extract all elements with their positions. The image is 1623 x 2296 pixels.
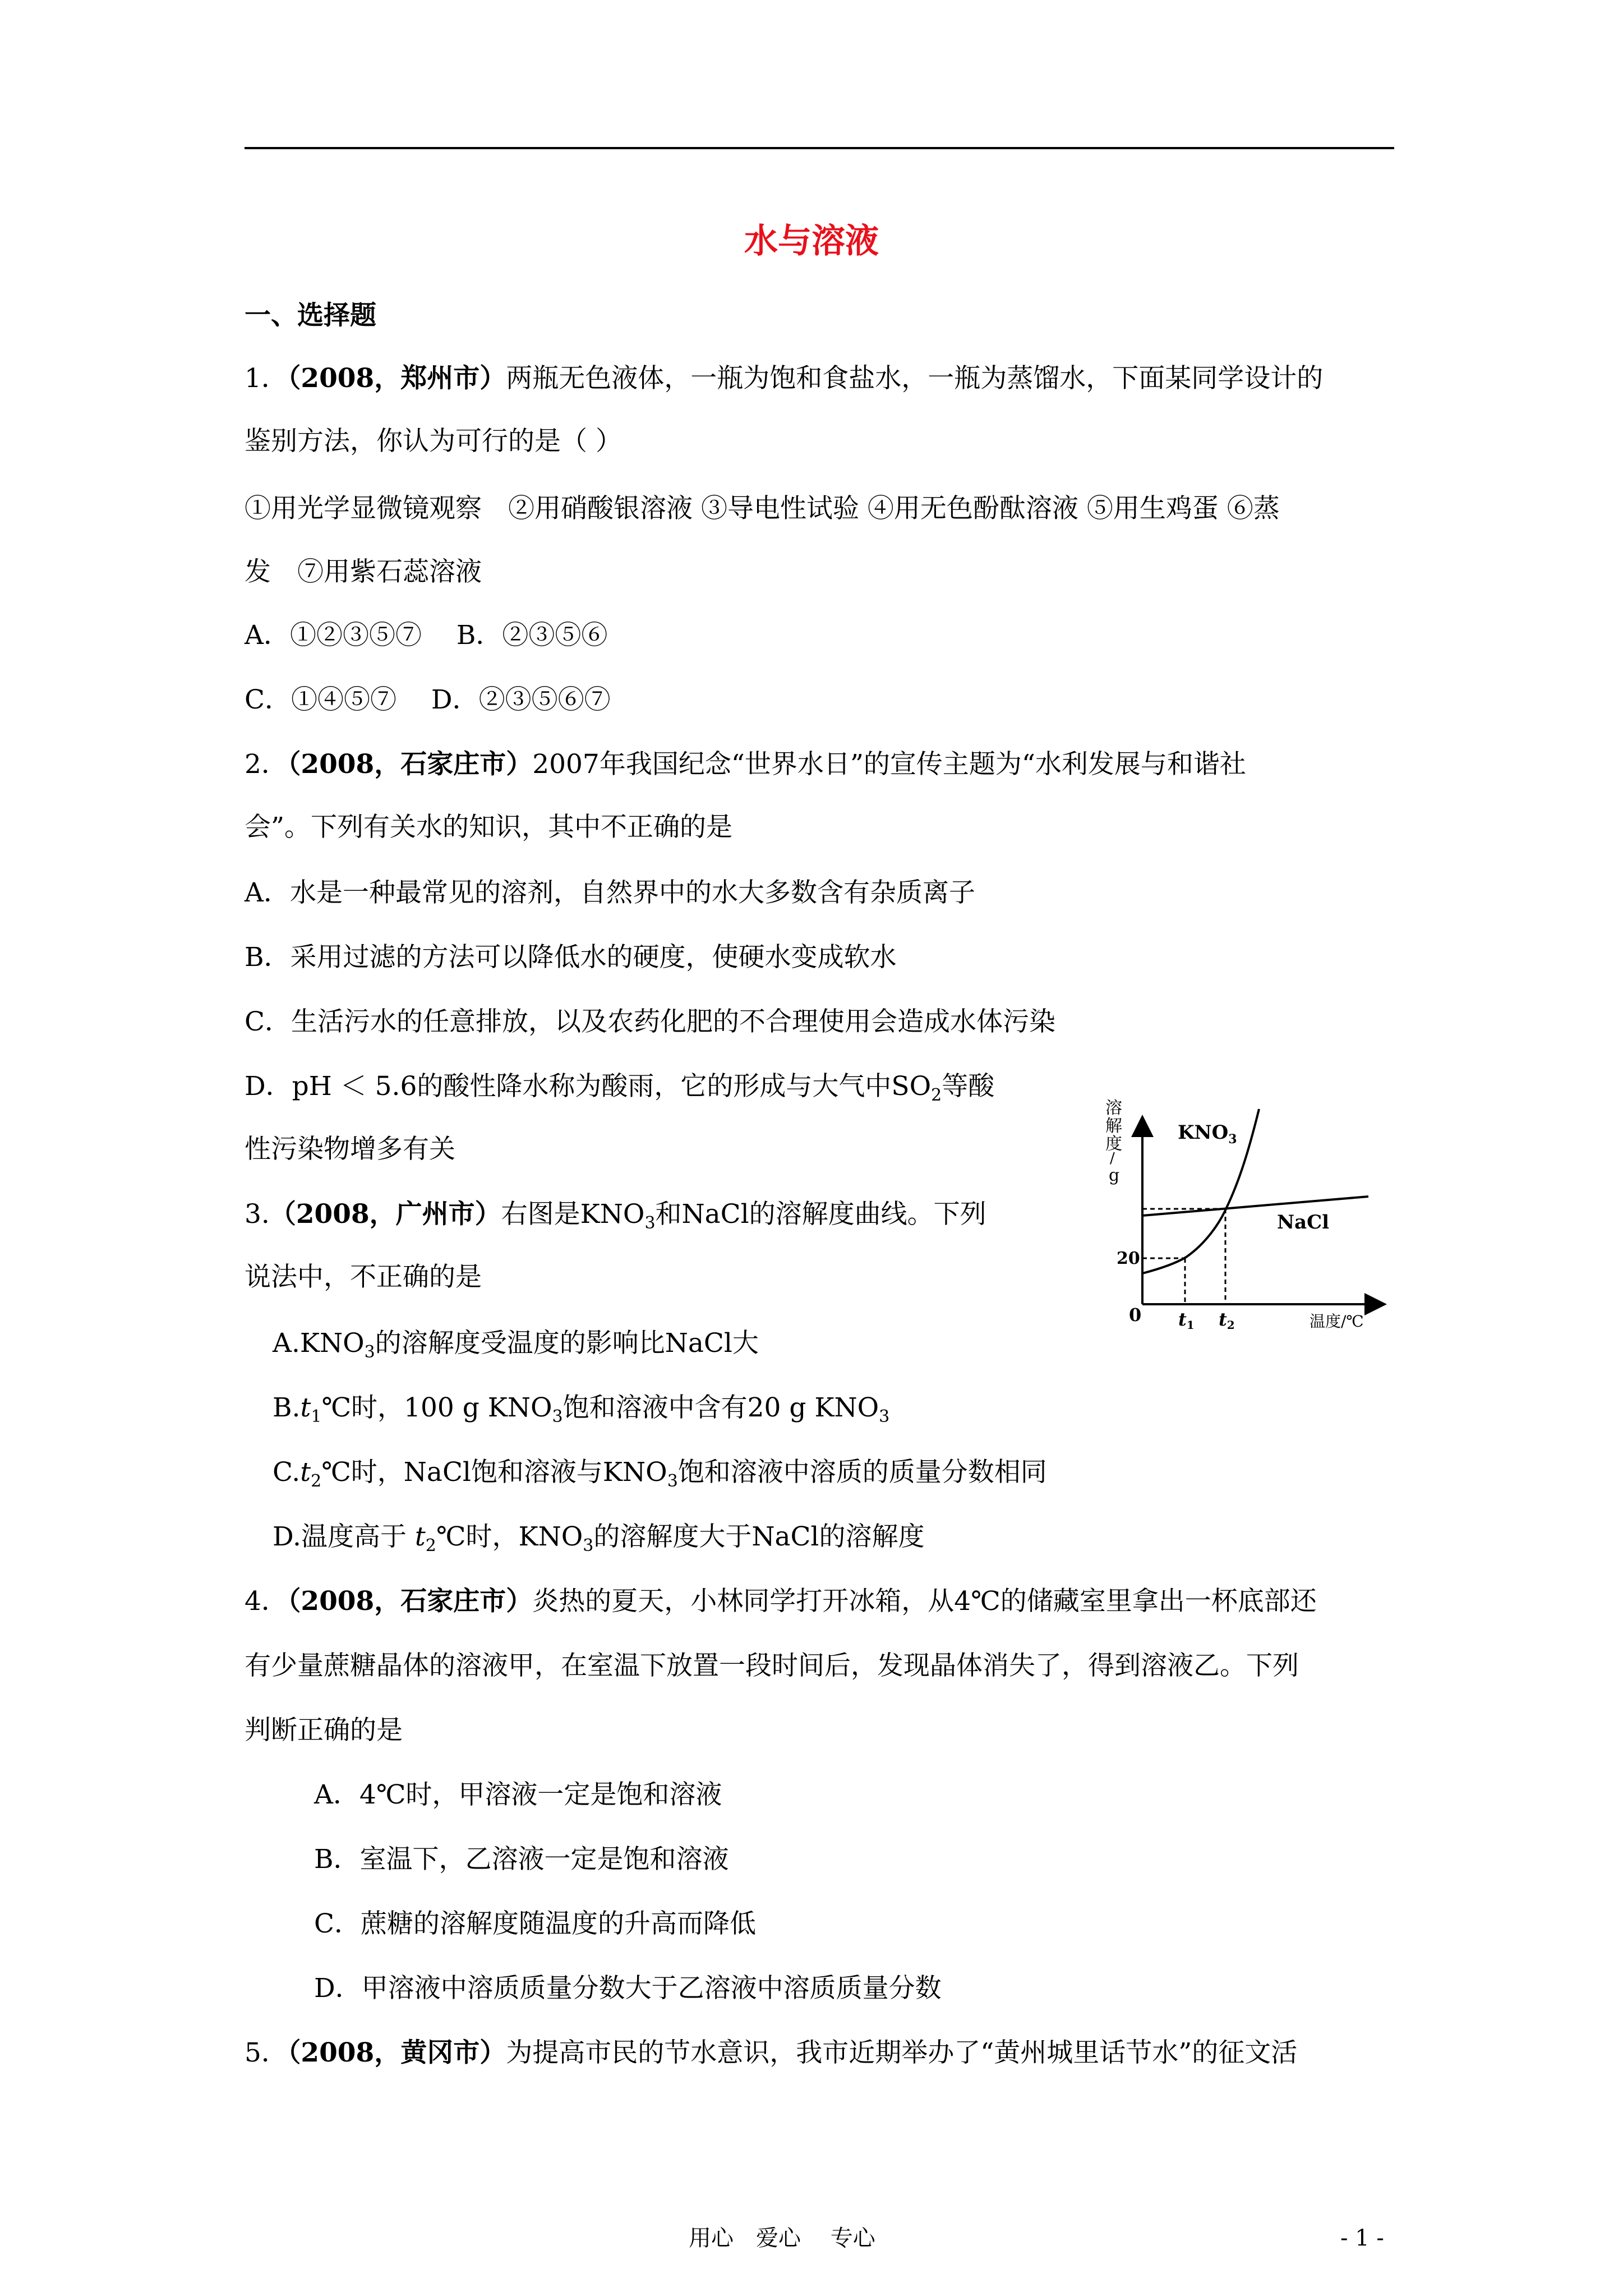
page-title: 水与溶液 [744,222,879,261]
q4-option-a: A．4℃时，甲溶液一定是饱和溶液 [314,1779,722,1810]
page-number: - 1 - [1340,2225,1384,2251]
x-tick-t2: t2 [1219,1309,1235,1332]
q4-line-2: 有少量蔗糖晶体的溶液甲，在室温下放置一段时间后，发现晶体消失了，得到溶液乙。下列 [245,1650,1299,1681]
q1-options-ab: A．①②③⑤⑦ B．②③⑤⑥ [245,620,608,651]
q1-line-2: 鉴别方法，你认为可行的是（ ） [245,426,622,457]
q2-option-c: C．生活污水的任意排放，以及农药化肥的不合理使用会造成水体污染 [245,1006,1055,1037]
q5-line-1: 5．（2008，黄冈市）为提高市民的节水意识，我市近期举办了“黄州城里话节水”的征文活 [245,2037,1298,2068]
q3-option-d: D.温度高于 $t_2℃$时，$KNO_3$的溶解度大于NaCl的溶解度 [273,1521,925,1556]
q1-line-1: 1．（2008，郑州市）两瓶无色液体，一瓶为饱和食盐水，一瓶为蒸馏水，下面某同学设计的 [245,363,1324,394]
nacl-label: NaCl [1277,1211,1330,1234]
q3-option-a: $A.KNO_3$的溶解度受温度的影响比NaCl大 [273,1328,759,1362]
header-rule [245,147,1394,149]
solubility-curve-figure [1102,1097,1394,1349]
y-axis-label-5: g [1109,1166,1120,1185]
origin-label: 0 [1129,1304,1142,1326]
q1-line-3: ①用光学显微镜观察 ②用硝酸银溶液 ③导电性试验 ④用无色酚酞溶液 ⑤用生鸡蛋 ⑥蒸 [245,493,1280,524]
section-heading: 一、选择题 [245,300,376,331]
q4-option-b: B．室温下，乙溶液一定是饱和溶液 [314,1844,729,1875]
q1-options-cd: C．①④⑤⑦ D．②③⑤⑥⑦ [245,684,611,715]
q3-option-c: $C.t_2℃$时，NaCl饱和溶液与$KNO_3$饱和溶液中溶质的质量分数相同 [273,1457,1047,1491]
x-tick-t1: t1 [1178,1309,1195,1332]
y-axis-label-2: 解 [1105,1116,1122,1136]
q3-line-1: 3.（2008，广州市）右图是$KNO_3$和NaCl的溶解度曲线。下列 [245,1199,986,1233]
y-tick-20: 20 [1117,1249,1140,1268]
q4-line-3: 判断正确的是 [245,1715,403,1746]
q2-line-1: 2．（2008，石家庄市）2007年我国纪念“世界水日”的宣传主题为“水利发展与和谐社 [245,749,1246,780]
q2-option-d: D．pH ＜ 5.6的酸性降水称为酸雨，它的形成与大气中$SO_2$等酸 [245,1071,995,1105]
q4-option-c: C．蔗糖的溶解度随温度的升高而降低 [314,1908,756,1939]
nacl-curve [1142,1197,1368,1216]
y-axis-label-1: 溶 [1105,1098,1122,1118]
y-axis-label-4: / [1110,1150,1115,1167]
q4-line-1: 4．（2008，石家庄市）炎热的夏天，小林同学打开冰箱，从4℃的储藏室里拿出一杯底部还 [245,1586,1317,1617]
q3-option-b: $B.t_1℃$时，100 g $KNO_3$饱和溶液中含有20 g $KNO_3$ [273,1392,890,1427]
q2-line-2: 会”。下列有关水的知识，其中不正确的是 [245,812,733,843]
q2-option-d-cont: 性污染物增多有关 [245,1134,455,1165]
y-axis-label-3: 度 [1105,1134,1122,1154]
q2-option-a: A．水是一种最常见的溶剂，自然界中的水大多数含有杂质离子 [245,877,975,908]
q3-line-2: 说法中，不正确的是 [245,1262,482,1292]
q1-line-4: 发 ⑦用紫石蕊溶液 [245,556,482,587]
q4-option-d: D．甲溶液中溶质质量分数大于乙溶液中溶质质量分数 [314,1973,942,2004]
q2-option-b: B．采用过滤的方法可以降低水的硬度，使硬水变成软水 [245,942,897,973]
x-axis-label: 温度/℃ [1310,1312,1364,1331]
footer-motto: 用心 爱心 专心 [689,2225,875,2251]
kno3-label: $KNO_3$ [1178,1121,1237,1147]
